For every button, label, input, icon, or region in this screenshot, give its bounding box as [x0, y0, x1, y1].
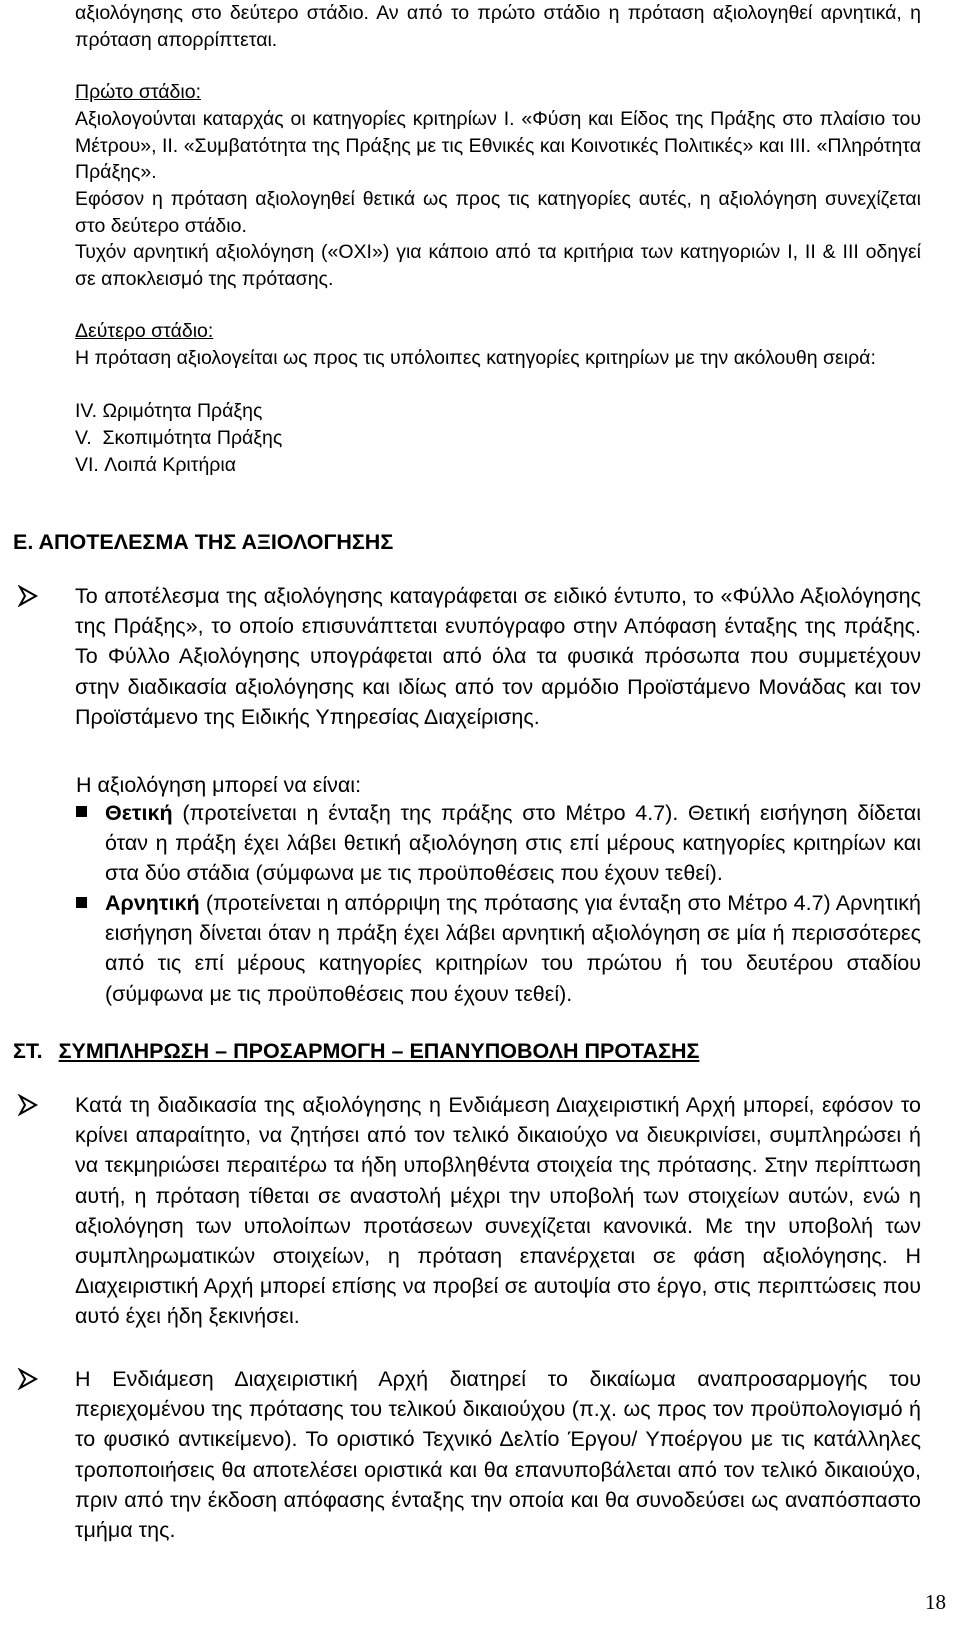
negative-description: (προτείνεται η απόρριψη της πρότασης για ένταξη στο Μέτρο 4.7) Αρνητική εισήγηση δίνεται όταν η πράξη έχει λάβει αρνητική αξιολόγηση σε μία ή περισσότερες από τις επί μέρους κατηγορίες κριτηρίων του πρώτου ή του δευτέρου σταδίου (σύμφωνα με τις προϋποθέσεις που έχουν τεθεί). [105, 891, 921, 1006]
intro-paragraph: αξιολόγησης στο δεύτερο στάδιο. Αν από το πρώτο στάδιο η πρόταση αξιολογηθεί αρνητικά, η πρόταση απορρίπτεται. [75, 2, 921, 51]
first-stage-title: Πρώτο στάδιο: [75, 81, 201, 103]
positive-label: Θετική [105, 801, 173, 825]
positive-outcome [105, 798, 921, 889]
section-st-title: ΣΥΜΠΛΗΡΩΣΗ – ΠΡΟΣΑΡΜΟΓΗ – ΕΠΑΝΥΠΟΒΟΛΗ ΠΡΟΤΑΣΗΣ [58, 1039, 700, 1063]
first-stage-p3: Τυχόν αρνητική αξιολόγηση («ΟΧΙ») για κάποιο από τα κριτήρια των κατηγοριών Ι, ΙΙ & ΙΙΙ οδηγεί σε αποκλεισμό της πρότασης. [75, 241, 921, 290]
second-stage-item: V. Σκοπιμότητα Πράξης [75, 427, 283, 449]
section-e-paragraph: Το αποτέλεσμα της αξιολόγησης καταγράφεται σε ειδικό έντυπο, το «Φύλλο Αξιολόγησης της Πράξης», το οποίο επισυνάπτεται ενυπόγραφο στην Απόφαση ένταξης της πράξης. Το Φύλλο Αξιολόγησης υπογράφεται από όλα τα φυσικά πρόσωπα που συμμετέχουν στην διαδικασία αξιολόγησης και ιδίως από τον αρμόδιο Προϊστάμενο Μονάδας και τον Προϊστάμενο της Ειδικής Υπηρεσίας Διαχείρισης. [75, 584, 921, 729]
section-st-prefix: ΣΤ. [13, 1039, 43, 1063]
second-stage-item: IV. Ωριμότητα Πράξης [75, 400, 263, 422]
page-number: 18 [925, 1590, 946, 1614]
section-st-paragraph-1: Κατά τη διαδικασία της αξιολόγησης η Ενδιάμεση Διαχειριστική Αρχή μπορεί, εφόσον το κρίνει απαραίτητο, να ζητήσει από τον τελικό δικαιούχο να διευκρινίσει, συμπληρώσει ή να τεκμηριώσει περαιτέρω τα ήδη υποβληθέντα στοιχεία της πρότασης. Στην περίπτωση αυτή, η πρόταση τίθεται σε αναστολή μέχρι την υποβολή των στοιχείων αυτών, ενώ η αξιολόγηση των υπολοίπων προτάσεων συνεχίζεται κανονικά. Με την υποβολή των συμπληρωματικών στοιχείων, η πρόταση επανέρχεται σε φάση αξιολόγησης. Η Διαχειριστική Αρχή μπορεί επίσης να προβεί σε αυτοψία στο έργο, στις περιπτώσεις που αυτό έχει ήδη ξεκινήσει. [75, 1093, 921, 1329]
square-bullet-icon [76, 806, 87, 817]
second-stage-item: VI. Λοιπά Κριτήρια [75, 454, 237, 476]
section-e-heading: Ε. ΑΠΟΤΕΛΕΣΜΑ ΤΗΣ ΑΞΙΟΛΟΓΗΣΗΣ [13, 530, 394, 554]
square-bullet-icon [76, 897, 87, 908]
first-stage-p2: Εφόσον η πρόταση αξιολογηθεί θετικά ως προς τις κατηγορίες αυτές, η αξιολόγηση συνεχίζεται στο δεύτερο στάδιο. [75, 188, 921, 237]
section-st-heading [13, 1036, 699, 1066]
negative-label: Αρνητική [105, 891, 200, 915]
negative-outcome [105, 888, 921, 1009]
section-st-paragraph-2: Η Ενδιάμεση Διαχειριστική Αρχή διατηρεί το δικαίωμα αναπροσαρμογής του περιεχομένου της πρότασης του τελικού δικαιούχου (π.χ. ως προς τον προϋπολογισμό ή το φυσικό αντικείμενο). Το οριστικό Τεχνικό Δελτίο Έργου/ Υποέργου με τις κατάλληλες τροποποιήσεις θα αποτελέσει οριστικά και θα επανυποβάλεται από τον τελικό δικαιούχο, πριν από την έκδοση απόφασης ένταξης την οποία και θα συνοδεύσει ως αναπόσπαστο τμήμα της. [75, 1367, 921, 1543]
arrow-bullet-icon [17, 585, 39, 607]
arrow-bullet-icon [17, 1368, 39, 1390]
arrow-bullet-icon [17, 1094, 39, 1116]
first-stage-p1: Αξιολογούνται καταρχάς οι κατηγορίες κριτηρίων Ι. «Φύση και Είδος της Πράξης στο πλαίσιο του Μέτρου», ΙΙ. «Συμβατότητα της Πράξης με τις Εθνικές και Κοινοτικές Πολιτικές» και ΙΙΙ. «Πληρότητα Πράξης». [75, 108, 921, 184]
evaluation-can-be: Η αξιολόγηση μπορεί να είναι: [76, 773, 362, 797]
positive-description: (προτείνεται η ένταξη της πράξης στο Μέτρο 4.7). Θετική εισήγηση δίδεται όταν η πράξη έχει λάβει θετική αξιολόγηση στις επί μέρους κατηγορίες κριτηρίων και στα δύο στάδια (σύμφωνα με τις προϋποθέσεις που έχουν τεθεί). [105, 801, 921, 886]
second-stage-title: Δεύτερο στάδιο: [75, 320, 214, 342]
second-stage-intro: Η πρόταση αξιολογείται ως προς τις υπόλοιπες κατηγορίες κριτηρίων με την ακόλουθη σειρά: [75, 347, 876, 369]
